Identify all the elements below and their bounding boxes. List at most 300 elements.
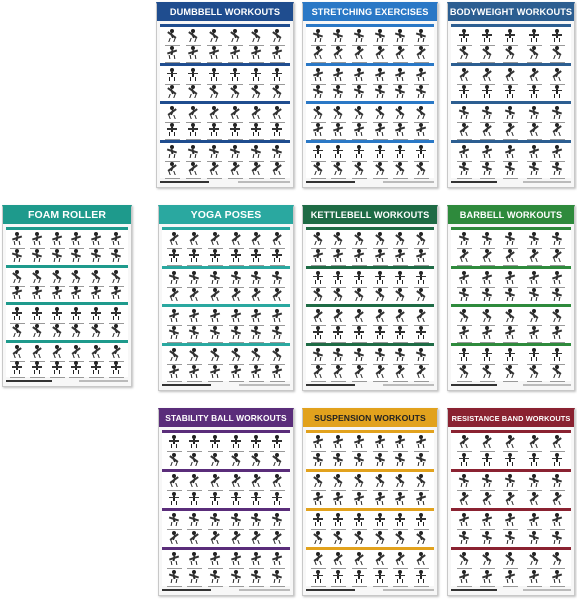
exercise-figure-icon [413,106,430,120]
exercise-figure-icon [207,492,224,506]
exercise-figure-icon [207,435,224,449]
exercise-figure-icon [330,29,347,43]
exercise-figure-icon [479,570,496,584]
exercise-figure-icon [526,453,543,467]
exercise-figure-icon [186,365,203,379]
exercise-figure-icon [549,570,566,584]
exercise-figure-icon [166,513,183,527]
exercise-row [453,453,569,467]
exercise-row [308,474,432,488]
section-divider [160,24,290,27]
exercise-figure-icon [29,249,46,263]
exercise-row [453,123,569,137]
exercise-figure-icon [166,232,183,246]
exercise-figure-icon [166,309,183,323]
exercise-figure-icon [269,85,286,99]
poster-footer [6,379,128,384]
exercise-figure-icon [248,85,265,99]
exercise-figure-icon [269,309,286,323]
section-divider [6,265,128,268]
exercise-figure-icon [68,232,85,246]
exercise-figure-icon [228,271,245,285]
exercise-figure-icon [269,123,286,137]
exercise-row [453,249,569,263]
exercise-figure-icon [456,552,473,566]
exercise-figure-icon [351,453,368,467]
exercise-figure-icon [479,513,496,527]
poster-exercise-grid [306,24,434,178]
poster-stability-ball-workouts [158,408,294,596]
exercise-row [164,309,288,323]
exercise-figure-icon [269,232,286,246]
exercise-figure-icon [166,492,183,506]
exercise-figure-icon [185,68,202,82]
exercise-figure-icon [248,435,265,449]
exercise-row [453,513,569,527]
exercise-figure-icon [351,85,368,99]
exercise-figure-icon [310,29,327,43]
section-divider [162,547,290,550]
exercise-figure-icon [9,361,26,375]
exercise-row [164,492,288,506]
exercise-figure-icon [49,249,66,263]
exercise-figure-icon [330,365,347,379]
exercise-row [453,474,569,488]
poster-exercise-grid [162,227,290,381]
section-divider [306,469,434,472]
exercise-figure-icon [549,123,566,137]
exercise-figure-icon [372,123,389,137]
exercise-figure-icon [186,531,203,545]
exercise-figure-icon [330,453,347,467]
exercise-figure-icon [372,348,389,362]
exercise-figure-icon [456,162,473,176]
exercise-figure-icon [392,570,409,584]
exercise-figure-icon [310,46,327,60]
exercise-row [162,46,288,60]
exercise-row [308,232,432,246]
exercise-figure-icon [456,288,473,302]
exercise-figure-icon [549,249,566,263]
exercise-figure-icon [526,570,543,584]
exercise-figure-icon [164,85,181,99]
exercise-figure-icon [351,348,368,362]
exercise-figure-icon [330,68,347,82]
exercise-figure-icon [88,361,105,375]
exercise-figure-icon [502,123,519,137]
exercise-figure-icon [186,232,203,246]
exercise-figure-icon [166,271,183,285]
exercise-figure-icon [248,271,265,285]
exercise-figure-icon [49,361,66,375]
exercise-figure-icon [502,145,519,159]
exercise-row [8,307,126,321]
exercise-row [162,68,288,82]
section-divider [306,24,434,27]
exercise-row [453,85,569,99]
exercise-figure-icon [502,552,519,566]
exercise-figure-icon [330,249,347,263]
exercise-figure-icon [456,365,473,379]
exercise-figure-icon [549,29,566,43]
poster-stretching-exercises [302,2,438,188]
exercise-figure-icon [228,531,245,545]
poster-barbell-workouts [447,205,575,391]
exercise-figure-icon [206,68,223,82]
exercise-figure-icon [88,270,105,284]
poster-footer [306,588,434,593]
exercise-figure-icon [310,106,327,120]
exercise-figure-icon [68,324,85,338]
exercise-figure-icon [227,145,244,159]
exercise-figure-icon [228,288,245,302]
exercise-figure-icon [248,162,265,176]
exercise-figure-icon [166,348,183,362]
exercise-figure-icon [29,324,46,338]
exercise-row [164,531,288,545]
exercise-row [8,270,126,284]
exercise-figure-icon [164,162,181,176]
exercise-figure-icon [351,435,368,449]
section-divider [162,508,290,511]
section-divider [306,508,434,511]
section-divider [451,266,571,269]
exercise-figure-icon [330,513,347,527]
exercise-figure-icon [502,474,519,488]
exercise-figure-icon [413,531,430,545]
exercise-figure-icon [248,348,265,362]
exercise-figure-icon [502,29,519,43]
exercise-figure-icon [206,123,223,137]
exercise-figure-icon [49,345,66,359]
exercise-figure-icon [108,232,125,246]
exercise-row [453,435,569,449]
exercise-figure-icon [372,474,389,488]
exercise-figure-icon [479,145,496,159]
exercise-figure-icon [108,270,125,284]
exercise-figure-icon [392,326,409,340]
exercise-figure-icon [502,309,519,323]
exercise-figure-icon [330,145,347,159]
exercise-figure-icon [166,435,183,449]
exercise-figure-icon [392,309,409,323]
exercise-figure-icon [228,474,245,488]
exercise-figure-icon [166,531,183,545]
exercise-figure-icon [351,46,368,60]
exercise-figure-icon [502,46,519,60]
exercise-figure-icon [68,286,85,300]
exercise-figure-icon [413,365,430,379]
section-divider [162,343,290,346]
exercise-row [453,162,569,176]
exercise-figure-icon [372,249,389,263]
exercise-figure-icon [49,270,66,284]
exercise-figure-icon [456,145,473,159]
exercise-figure-icon [456,531,473,545]
exercise-figure-icon [227,162,244,176]
exercise-figure-icon [310,552,327,566]
section-divider [160,63,290,66]
exercise-figure-icon [29,345,46,359]
exercise-row [308,435,432,449]
exercise-row [164,453,288,467]
exercise-row [164,232,288,246]
section-divider [451,63,571,66]
exercise-figure-icon [372,453,389,467]
exercise-row [308,106,432,120]
poster-footer [306,383,434,388]
poster-exercise-grid [306,430,434,586]
exercise-figure-icon [330,492,347,506]
exercise-figure-icon [9,307,26,321]
exercise-figure-icon [228,348,245,362]
exercise-figure-icon [248,288,265,302]
exercise-figure-icon [330,271,347,285]
exercise-figure-icon [248,474,265,488]
exercise-row [308,348,432,362]
exercise-figure-icon [502,570,519,584]
exercise-figure-icon [9,249,26,263]
exercise-figure-icon [108,361,125,375]
exercise-row [164,570,288,584]
exercise-figure-icon [479,309,496,323]
exercise-figure-icon [479,29,496,43]
exercise-row [8,286,126,300]
exercise-figure-icon [456,68,473,82]
exercise-figure-icon [310,271,327,285]
exercise-figure-icon [228,570,245,584]
poster-title: STRETCHING EXERCISES [303,4,437,21]
exercise-figure-icon [228,249,245,263]
poster-title: YOGA POSES [159,207,293,224]
exercise-figure-icon [351,492,368,506]
exercise-figure-icon [166,474,183,488]
section-divider [306,227,434,230]
exercise-figure-icon [68,361,85,375]
exercise-figure-icon [248,145,265,159]
exercise-figure-icon [413,552,430,566]
exercise-row [453,309,569,323]
poster-title: SUSPENSION WORKOUTS [303,410,437,427]
exercise-figure-icon [479,85,496,99]
poster-title: RESISTANCE BAND WORKOUTS [448,410,574,427]
exercise-figure-icon [186,474,203,488]
exercise-figure-icon [330,552,347,566]
exercise-row [308,249,432,263]
exercise-figure-icon [108,307,125,321]
exercise-row [453,365,569,379]
exercise-figure-icon [413,570,430,584]
exercise-figure-icon [372,365,389,379]
exercise-figure-icon [185,29,202,43]
exercise-row [308,46,432,60]
exercise-row [453,145,569,159]
exercise-figure-icon [456,249,473,263]
exercise-figure-icon [351,309,368,323]
exercise-figure-icon [526,162,543,176]
exercise-figure-icon [269,492,286,506]
exercise-figure-icon [185,106,202,120]
exercise-figure-icon [207,288,224,302]
exercise-figure-icon [186,309,203,323]
exercise-row [164,288,288,302]
exercise-figure-icon [248,123,265,137]
exercise-figure-icon [269,46,286,60]
exercise-figure-icon [413,288,430,302]
exercise-figure-icon [549,453,566,467]
poster-footer [451,588,571,593]
exercise-figure-icon [413,85,430,99]
section-divider [451,140,571,143]
exercise-figure-icon [549,326,566,340]
poster-title: BARBELL WORKOUTS [448,207,574,224]
exercise-figure-icon [392,249,409,263]
exercise-figure-icon [185,46,202,60]
exercise-figure-icon [248,309,265,323]
exercise-figure-icon [502,492,519,506]
exercise-figure-icon [413,453,430,467]
exercise-row [308,453,432,467]
exercise-figure-icon [372,492,389,506]
exercise-figure-icon [330,106,347,120]
exercise-figure-icon [526,309,543,323]
exercise-figure-icon [502,435,519,449]
exercise-figure-icon [108,324,125,338]
exercise-row [308,123,432,137]
exercise-figure-icon [372,435,389,449]
exercise-figure-icon [330,162,347,176]
exercise-figure-icon [392,162,409,176]
exercise-figure-icon [330,232,347,246]
exercise-figure-icon [413,309,430,323]
exercise-figure-icon [549,85,566,99]
exercise-figure-icon [413,162,430,176]
exercise-figure-icon [479,348,496,362]
exercise-figure-icon [351,474,368,488]
section-divider [451,304,571,307]
exercise-figure-icon [372,309,389,323]
exercise-figure-icon [88,249,105,263]
exercise-figure-icon [164,123,181,137]
section-divider [162,227,290,230]
section-divider [451,547,571,550]
exercise-figure-icon [372,145,389,159]
poster-exercise-grid [451,24,571,178]
exercise-row [164,435,288,449]
exercise-figure-icon [526,435,543,449]
exercise-figure-icon [207,453,224,467]
exercise-figure-icon [269,162,286,176]
exercise-figure-icon [392,453,409,467]
exercise-figure-icon [164,29,181,43]
exercise-row [162,123,288,137]
exercise-figure-icon [164,106,181,120]
exercise-figure-icon [351,552,368,566]
section-divider [306,343,434,346]
section-divider [451,469,571,472]
poster-title: STABILITY BALL WORKOUTS [159,410,293,427]
exercise-figure-icon [330,288,347,302]
exercise-figure-icon [502,348,519,362]
exercise-figure-icon [227,123,244,137]
exercise-figure-icon [88,232,105,246]
exercise-figure-icon [228,435,245,449]
exercise-figure-icon [206,162,223,176]
exercise-figure-icon [310,474,327,488]
exercise-figure-icon [186,570,203,584]
exercise-figure-icon [479,492,496,506]
exercise-figure-icon [164,46,181,60]
exercise-figure-icon [269,348,286,362]
exercise-figure-icon [351,145,368,159]
exercise-figure-icon [166,453,183,467]
exercise-figure-icon [269,29,286,43]
exercise-row [453,492,569,506]
exercise-figure-icon [49,307,66,321]
exercise-figure-icon [248,570,265,584]
exercise-figure-icon [269,271,286,285]
exercise-figure-icon [206,106,223,120]
exercise-figure-icon [479,288,496,302]
exercise-row [453,570,569,584]
exercise-row [8,249,126,263]
exercise-figure-icon [372,106,389,120]
exercise-figure-icon [456,492,473,506]
exercise-figure-icon [413,326,430,340]
exercise-row [308,513,432,527]
exercise-row [453,348,569,362]
poster-title: DUMBBELL WORKOUTS [157,4,293,21]
exercise-figure-icon [392,85,409,99]
poster-suspension-workouts [302,408,438,596]
exercise-figure-icon [227,29,244,43]
exercise-figure-icon [269,106,286,120]
exercise-figure-icon [186,288,203,302]
exercise-figure-icon [502,288,519,302]
exercise-figure-icon [227,68,244,82]
exercise-figure-icon [29,232,46,246]
exercise-figure-icon [186,326,203,340]
exercise-figure-icon [549,162,566,176]
exercise-row [308,531,432,545]
exercise-figure-icon [185,85,202,99]
exercise-figure-icon [549,531,566,545]
exercise-figure-icon [9,286,26,300]
section-divider [306,140,434,143]
exercise-figure-icon [248,365,265,379]
exercise-figure-icon [526,249,543,263]
exercise-row [308,288,432,302]
exercise-figure-icon [269,474,286,488]
poster-footer [162,383,290,388]
exercise-figure-icon [186,492,203,506]
exercise-figure-icon [206,29,223,43]
poster-exercise-grid [162,430,290,586]
exercise-figure-icon [392,365,409,379]
exercise-row [308,145,432,159]
section-divider [306,430,434,433]
exercise-figure-icon [479,271,496,285]
exercise-figure-icon [456,435,473,449]
exercise-row [164,326,288,340]
exercise-figure-icon [186,453,203,467]
exercise-figure-icon [269,326,286,340]
exercise-figure-icon [207,271,224,285]
exercise-figure-icon [372,513,389,527]
exercise-figure-icon [269,531,286,545]
exercise-figure-icon [310,531,327,545]
exercise-figure-icon [310,348,327,362]
